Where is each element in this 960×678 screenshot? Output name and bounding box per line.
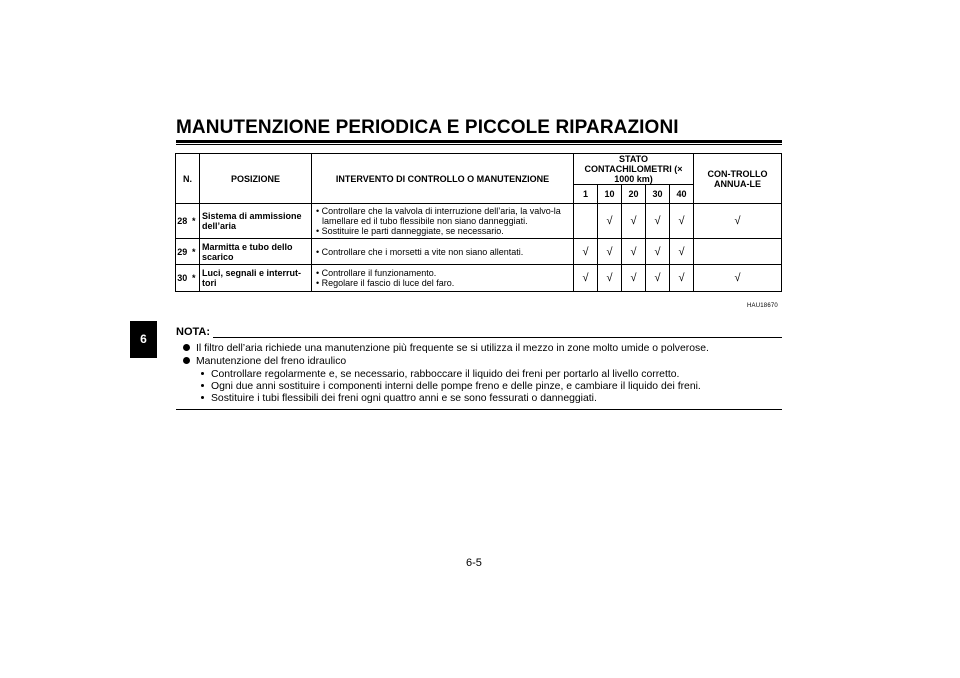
check-cell: √ — [646, 204, 670, 239]
bullet-dot-icon — [183, 344, 190, 351]
header-annual: CON-TROLLO ANNUA-LE — [694, 154, 782, 204]
annual-check-cell — [694, 239, 782, 265]
nota-rule — [213, 337, 782, 338]
check-cell — [574, 204, 598, 239]
row-intervention — [312, 239, 574, 265]
row-position: Sistema di ammissione dell’aria — [200, 204, 312, 239]
nota-sub-bullet — [201, 381, 701, 393]
check-cell: √ — [574, 239, 598, 265]
check-cell: √ — [646, 239, 670, 265]
nota-bullet-text: Il filtro dell’aria richiede una manutenzione più frequente se si utilizza il mezzo in zone molto umide o polverose. — [196, 343, 709, 354]
chapter-tab: 6 — [130, 321, 157, 358]
nota-sub-bullet — [201, 369, 679, 381]
check-cell: √ — [622, 204, 646, 239]
row-star: * — [189, 265, 200, 292]
nota-label: NOTA: — [176, 326, 211, 338]
check-cell: √ — [670, 265, 694, 292]
table-row — [176, 239, 782, 265]
row-number: 29 — [176, 239, 189, 265]
header-km-30: 30 — [646, 185, 670, 204]
document-code: HAU18670 — [747, 303, 778, 309]
header-odometer: STATO CONTACHILOMETRI (× 1000 km) — [574, 154, 694, 185]
check-cell: √ — [670, 204, 694, 239]
row-number: 30 — [176, 265, 189, 292]
page-title: MANUTENZIONE PERIODICA E PICCOLE RIPARAZIONI — [176, 117, 679, 138]
check-cell: √ — [574, 265, 598, 292]
title-rule-thin — [176, 144, 782, 145]
row-star: * — [189, 239, 200, 265]
nota-bullet-text: Manutenzione del freno idraulico — [196, 356, 347, 367]
row-item: • Controllare che i morsetti a vite non siano allentati. — [312, 247, 573, 257]
header-km-40: 40 — [670, 185, 694, 204]
nota-sub-text: Sostituire i tubi flessibili dei freni ogni quattro anni e se sono fessurati o danneggiati. — [211, 393, 597, 404]
check-cell: √ — [622, 239, 646, 265]
header-km-20: 20 — [622, 185, 646, 204]
header-intervention: INTERVENTO DI CONTROLLO O MANUTENZIONE — [312, 154, 574, 204]
check-cell: √ — [598, 239, 622, 265]
title-rule — [176, 140, 782, 143]
annual-check-cell: √ — [694, 265, 782, 292]
row-intervention — [312, 265, 574, 292]
page-number: 6-5 — [466, 557, 482, 569]
nota-sub-text: Controllare regolarmente e, se necessario, rabboccare il liquido dei freni per portarlo al livello corretto. — [211, 369, 680, 380]
row-number: 28 — [176, 204, 189, 239]
table-row — [176, 204, 782, 239]
bullet-dot-icon — [183, 357, 190, 364]
nota-sub-bullet — [201, 393, 597, 405]
row-item: • Controllare che la valvola di interruzione dell’aria, la valvo-la lamellare ed il tubo flessibile non siano danneggiati. — [312, 206, 573, 226]
header-km-1: 1 — [574, 185, 598, 204]
sub-bullet-dot-icon — [201, 384, 204, 387]
check-cell: √ — [646, 265, 670, 292]
row-position: Marmitta e tubo dello scarico — [200, 239, 312, 265]
row-item: • Regolare il fascio di luce del faro. — [312, 278, 573, 288]
check-cell: √ — [598, 265, 622, 292]
sub-bullet-dot-icon — [201, 396, 204, 399]
header-position: POSIZIONE — [200, 154, 312, 204]
nota-bullet — [183, 356, 346, 368]
check-cell: √ — [622, 265, 646, 292]
check-cell: √ — [598, 204, 622, 239]
row-intervention — [312, 204, 574, 239]
maintenance-table — [175, 153, 782, 292]
header-km-10: 10 — [598, 185, 622, 204]
nota-sub-text: Ogni due anni sostituire i componenti interni delle pompe freno e delle pinze, e cambiare il liquido dei freni. — [211, 381, 701, 392]
row-position: Luci, segnali e interrut-tori — [200, 265, 312, 292]
header-n: N. — [176, 154, 200, 204]
nota-bullet — [183, 343, 709, 355]
sub-bullet-dot-icon — [201, 372, 204, 375]
row-item: • Controllare il funzionamento. — [312, 268, 573, 278]
annual-check-cell: √ — [694, 204, 782, 239]
row-star: * — [189, 204, 200, 239]
row-item: • Sostituire le parti danneggiate, se necessario. — [312, 226, 573, 236]
nota-bottom-rule — [176, 409, 782, 410]
check-cell: √ — [670, 239, 694, 265]
table-row — [176, 265, 782, 292]
